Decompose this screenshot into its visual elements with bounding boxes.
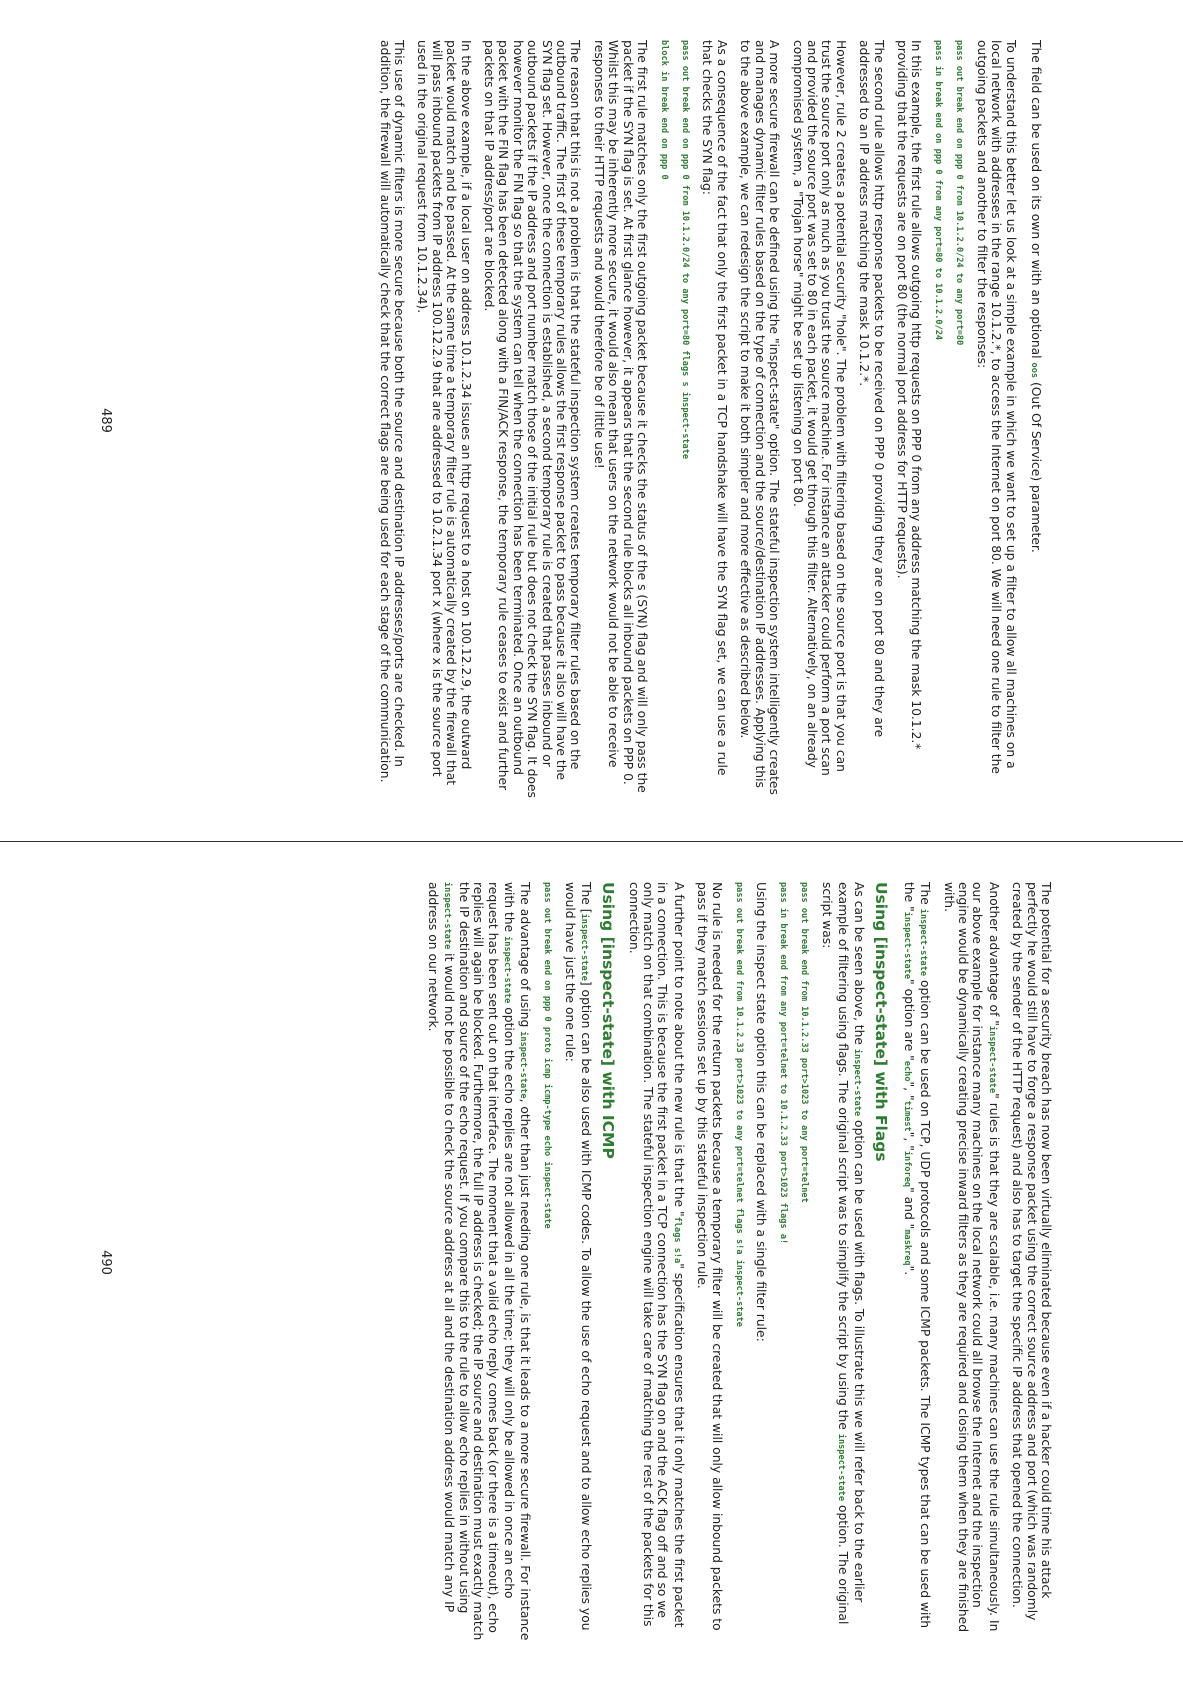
paragraph: The inspect-state option can be used on TCP, UDP protocols and some ICMP packets. The ICMP types that can be used with the "inspect-state" option are "echo", "timest", "inforeq" and "maskreq". xyxy=(901,882,933,1629)
paragraph: A further point to note about the new rule is that the "flags s!a" specification ensures that it only matches the first packet in a connection. This is because the first packet in a TCP connection has the SYN flag on and the ACK flag off and so we only match on that combination. The stateful inspection engine will take care of matching the rest of the packets for this connection. xyxy=(626,882,686,1628)
page-number: 490 xyxy=(98,1250,113,1275)
paragraph: The [inspect-state] option can be also used with ICMP codes. To allow the use of echo request and to allow echo replies you would have just the one rule: xyxy=(562,882,594,1631)
page-489-content xyxy=(368,40,1043,800)
code-line: pass out break end from 10.1.2.33 port>1023 to any port=telnet flags s!a inspect-state xyxy=(733,882,744,1327)
paragraph: No rule is needed for the return packets because a temporary filter will be created that will only allow inbound packets to pass if they match sessions set up by this stateful inspection rule. xyxy=(695,882,724,1631)
page-number: 489 xyxy=(98,408,113,433)
page-490-content xyxy=(417,882,1053,1642)
paragraph: To understand this better let us look at a simple example in which we want to set up a filter to allow all machines on a local network with addresses in the range 10.1.2.*, to access the Internet on port 80. We will need one rule to filter the outgoing packets and another to filter the responses: xyxy=(974,40,1018,774)
paragraph: In the above example, if a local user on address 10.1.2.34 issues an http request to a host on 100.12.2.9, the outward packet would match and be passed. At the same time a temporary filter rule is automatically created by the firewall that will pass inbound packets from IP address 100.12.2.9 that are addressed to 10.2.1.34 port x (where x is the source port used in the original request from 10.1.2.34). xyxy=(415,40,473,786)
page-490 xyxy=(0,842,1183,1683)
paragraph: The potential for a security breach has now been virtually eliminated because even if a hacker could time his attack perfectly he would still have to forge a response packet using the correct source address and port (which was randomly created by the sender of the HTTP request) and also has to target the specific IP address that opened the connection. xyxy=(1010,882,1053,1621)
paragraph: Another advantage of "inspect-state" rules is that they are scalable, i.e. many machines can use the rule simultaneously. In our above example for instance many machines on the local network could all browse the Internet and the inspection engine would be dynamically creating precise inward filters as they are required and closing them when they are finished with. xyxy=(941,882,1001,1633)
section-heading: Using [inspect-state] with ICMP xyxy=(599,882,618,1159)
code-line: pass out break end on ppp 0 proto icmp icmp-type echo inspect-state xyxy=(542,882,553,1229)
paragraph: The field can be used on its own or with an optional oos (Out Of Service) parameter. xyxy=(1029,40,1043,553)
section-heading: Using [inspect-state] with Flags xyxy=(872,882,891,1162)
paragraph: In this example, the first rule allows outgoing http requests on PPP 0 from any address matching the mask 10.1.2.* providing that the requests are on port 80 (the normal port address for HTTP requests). xyxy=(894,40,924,750)
paragraph: As a consequence of the fact that only the first packet in a TCP handshake will have the SYN flag set, we can use a rule that checks the SYN flag: xyxy=(700,40,729,776)
code-line: pass in break end from any port=telnet to 10.1.2.33 port>1023 flags a! xyxy=(778,882,789,1245)
paragraph: The first rule matches only the first outgoing packet because it checks the status of the s (SYN) flag and will only pass the packet if the SYN flag is set. At first glance however, it appears that the second rule blocks all inbound packets on PPP 0. Whilst this may be inherently more secure, it would also mean that users on the network would not be able to receive responses to their HTTP requests and would therefore be of little use! xyxy=(591,40,650,793)
page-489 xyxy=(0,0,1183,841)
code-line: pass out break end from 10.1.2.33 port>1023 to any port=telnet xyxy=(799,882,810,1203)
paragraph: However, rule 2 creates a potential security "hole". The problem with filtering based on the source port is that you can trust the source port only as much as you trust the source machine. For instance an attacker could perform a port scan and provided the source port was set to 80 in each packet, it would get through this filter. Alternatively, on an already compromised system, a "Trojan horse" might be set up listening on port 80. xyxy=(790,40,848,776)
paragraph: The advantage of using inspect-state, other than just needing one rule, is that it leads to a more secure firewall. For instance with the inspect-state option the echo replies are not allowed in all the time; they will only be allowed in once an echo request has been sent out on that interface. The moment that a valid echo reply comes back (or there is a timeout), echo replies will again be blocked. Furthermore, the full IP address is checked; the IP source and destination must exactly match the IP destination and source of the echo request. If you compare this to the rule to allow echo replies in without using inspect-state it would not be possible to check the source address at all and the destination address would match any IP address on our network. xyxy=(426,882,533,1641)
paragraph: The second rule allows http response packets to be received on PPP 0 providing they are on port 80 and they are addressed to an IP address matching the mask 10.1.2.*. xyxy=(857,40,886,738)
paragraph: Using the inspect state option this can be replaced with a single filter rule: xyxy=(754,882,769,1342)
code-line: pass out break end on ppp 0 from 10.1.2.0/24 to any port=80 flags s inspect-state xyxy=(680,40,691,460)
paragraph: This use of dynamic filters is more secure because both the source and destination IP addresses/ports are checked. In addition, the firewall will automatically check that the correct flags are being used for each stage of the communication. xyxy=(377,40,406,783)
code-line: pass in break end on ppp 0 from any port=80 to 10.1.2.0/24 xyxy=(933,40,944,341)
code-line: pass out break end on ppp 0 from 10.1.2.0/24 to any port=80 xyxy=(954,40,965,346)
paragraph: The reason that this is not a problem is that the stateful inspection system creates temporary filter rules based on the outbound traffic. The first of these temporary rules allows the first response packet to pass because it also will have the SYN flag set. However, once the connection is established, a second temporary rule is created that passes inbound or outbound packets if the IP address and port number match those of the initial rule but does not check the SYN flag. It does however monitor the FIN flag so that the system can tell when the connection has been terminated. Once an outbound packet with the FIN flag has been detected along with a FIN/ACK response, the temporary rule ceases to exist and further packets on that IP address/port are blocked. xyxy=(482,40,583,798)
code-line: block in break end on ppp 0 xyxy=(659,40,670,180)
paragraph: As can be seen above, the inspect-state option can be used with flags. To illustrate this we will refer back to the earlier example of filtering using flags. The original script was to simplify the script by using the inspect-state option. The original script was: xyxy=(819,882,867,1625)
paragraph: A more secure firewall can be defined using the "inspect-state" option. The stateful inspection system intelligently creates and manages dynamic filter rules based on the type of connection and the source/destination IP addresses. Applying this to the above example, we can redesign the script to make it both simpler and more effective as described below. xyxy=(738,40,782,795)
